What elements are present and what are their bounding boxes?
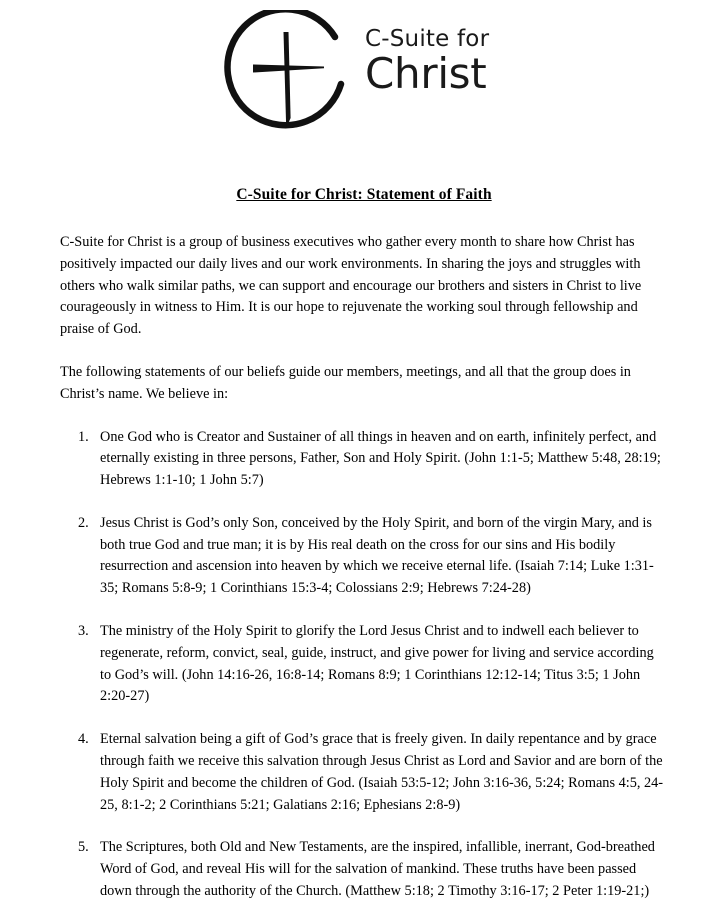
lead-in-paragraph: The following statements of our beliefs guide our members, meetings, and all that the group does in Christ’s name. We believe in:	[60, 363, 631, 402]
list-item: Jesus Christ is God’s only Son, conceived by the Holy Spirit, and born of the virgin Mary, and is both true God and true man; it is by His real death on the cross for our sins and His bodily resurrection and ascension into heaven by which we receive eternal life. (Isaiah 7:14; Luke 1:31-35; Romans 5:8-9; 1 Corinthians 15:3-4; Colossians 2:9; Hebrews 7:24-28)	[100, 514, 654, 597]
wordmark-line-1: C-Suite for	[365, 26, 490, 52]
list-item: One God who is Creator and Sustainer of all things in heaven and on earth, infinitely perfect, and eternally existing in three persons, Father, Son and Holy Spirit. (John 1:1-5; Matthew 5:48, 28:19; Hebrews 1:1-10; 1 John 5:7)	[100, 428, 661, 489]
intro-paragraph: C-Suite for Christ is a group of business executives who gather every month to share how Christ has positively impacted our daily lives and our work environments. In sharing the joys and struggles with others who walk similar paths, we can support and encourage our brothers and sisters in Christ to live courageously in witness to Him. It is our hope to rejuvenate the working soul through fellowship and praise of God.	[60, 233, 642, 338]
logo-wordmark	[365, 26, 505, 98]
logo-container	[223, 10, 503, 140]
document-body	[60, 185, 668, 903]
wordmark-line-2: Christ	[365, 49, 487, 98]
beliefs-list	[60, 427, 668, 903]
logo-header	[0, 10, 726, 140]
circle-with-cross-logo-icon	[223, 10, 358, 138]
page-title: C-Suite for Christ: Statement of Faith	[236, 186, 492, 203]
list-item: Eternal salvation being a gift of God’s grace that is freely given. In daily repentance and by grace through faith we receive this salvation through Jesus Christ as Lord and Savior and are born of the Holy Spirit and become the children of God. (Isaiah 53:5-12; John 3:16-36, 5:24; Romans 4:5, 24-25, 8:1-2; 2 Corinthians 5:21; Galatians 2:16; Ephesians 2:8-9)	[100, 731, 664, 813]
list-item: The ministry of the Holy Spirit to glorify the Lord Jesus Christ and to indwell each believer to regenerate, reform, convict, seal, guide, instruct, and give power for living and service according to God’s will. (John 14:16-26, 16:8-14; Romans 8:9; 1 Corinthians 12:12-14; Titus 3:5; 1 John 2:20-27)	[100, 623, 654, 705]
list-item: The Scriptures, both Old and New Testaments, are the inspired, infallible, inerrant, God-breathed Word of God, and reveal His will for the salvation of mankind. These truths have been passed down through the authority of the Church. (Matthew 5:18; 2 Timothy 3:16-17; 2 Peter 1:19-21;)	[100, 839, 655, 900]
